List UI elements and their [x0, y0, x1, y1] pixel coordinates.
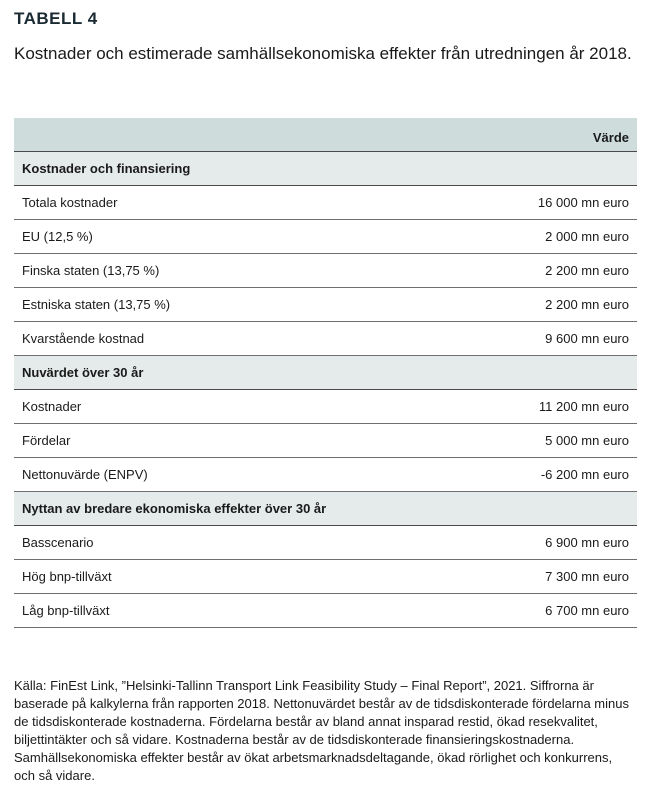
- row-value: 2 200 mn euro: [545, 297, 629, 312]
- table-row: [14, 322, 637, 356]
- table-label: TABELL 4: [14, 9, 98, 28]
- row-value: 16 000 mn euro: [537, 195, 629, 210]
- row-label: EU (12,5 %): [22, 229, 93, 244]
- row-label: Estniska staten (13,75 %): [22, 297, 171, 312]
- row-value: 6 700 mn euro: [545, 603, 629, 618]
- row-value: 5 000 mn euro: [545, 433, 629, 448]
- table-row: [14, 560, 637, 594]
- table-row: [14, 254, 637, 288]
- row-label: Finska staten (13,75 %): [22, 263, 160, 278]
- source-note: Källa: FinEst Link, ”Helsinki-Tallinn Transport Link Feasibility Study – Final Report”, 2021. Siffrorna är baserade på kalkylerna från rapporten 2018. Nettonuvärdet består av de tidsdiskonterade fördelarna minus de tidsdiskonterade kostnaderna. Fördelarna består av bland annat insparad restid, ökad resekvalitet, biljettintäkter och så vidare. Kostnaderna består av de tidsdiskonterade finansieringskostnaderna. Samhällsekonomiska effekter består av ökat arbetsmarknadsdeltagande, ökad rörlighet och konkurrens, och så vidare.: [14, 678, 629, 783]
- value-column-header: Värde: [592, 130, 629, 145]
- table-row: [14, 390, 637, 424]
- row-value: 6 900 mn euro: [545, 535, 629, 550]
- row-label: Fördelar: [22, 433, 71, 448]
- table-row: [14, 526, 637, 560]
- row-value: 2 200 mn euro: [545, 263, 629, 278]
- table-row: [14, 186, 637, 220]
- row-label: Låg bnp-tillväxt: [22, 603, 110, 618]
- row-label: Nettonuvärde (ENPV): [22, 467, 148, 482]
- section-header: [14, 356, 637, 390]
- table-row: [14, 288, 637, 322]
- row-value: 2 000 mn euro: [545, 229, 629, 244]
- table-row: [14, 220, 637, 254]
- row-label: Totala kostnader: [22, 195, 118, 210]
- section-title: Kostnader och finansiering: [22, 161, 191, 176]
- table-caption: Kostnader och estimerade samhällsekonomiska effekter från utredningen år 2018.: [14, 44, 632, 63]
- row-label: Kvarstående kostnad: [22, 331, 145, 346]
- row-value: 9 600 mn euro: [545, 331, 629, 346]
- section-title: Nyttan av bredare ekonomiska effekter över 30 år: [22, 501, 327, 516]
- row-label: Kostnader: [22, 399, 82, 414]
- row-label: Basscenario: [22, 535, 94, 550]
- row-value: 7 300 mn euro: [545, 569, 629, 584]
- table-header-row: [14, 118, 637, 152]
- table-row: [14, 594, 637, 628]
- row-label: Hög bnp-tillväxt: [22, 569, 112, 584]
- row-value: 11 200 mn euro: [538, 399, 629, 414]
- row-value: -6 200 mn euro: [540, 467, 629, 482]
- table-row: [14, 424, 637, 458]
- cost-table: [14, 118, 637, 628]
- section-header: [14, 152, 637, 186]
- section-title: Nuvärdet över 30 år: [22, 365, 144, 380]
- table-row: [14, 458, 637, 492]
- section-header: [14, 492, 637, 526]
